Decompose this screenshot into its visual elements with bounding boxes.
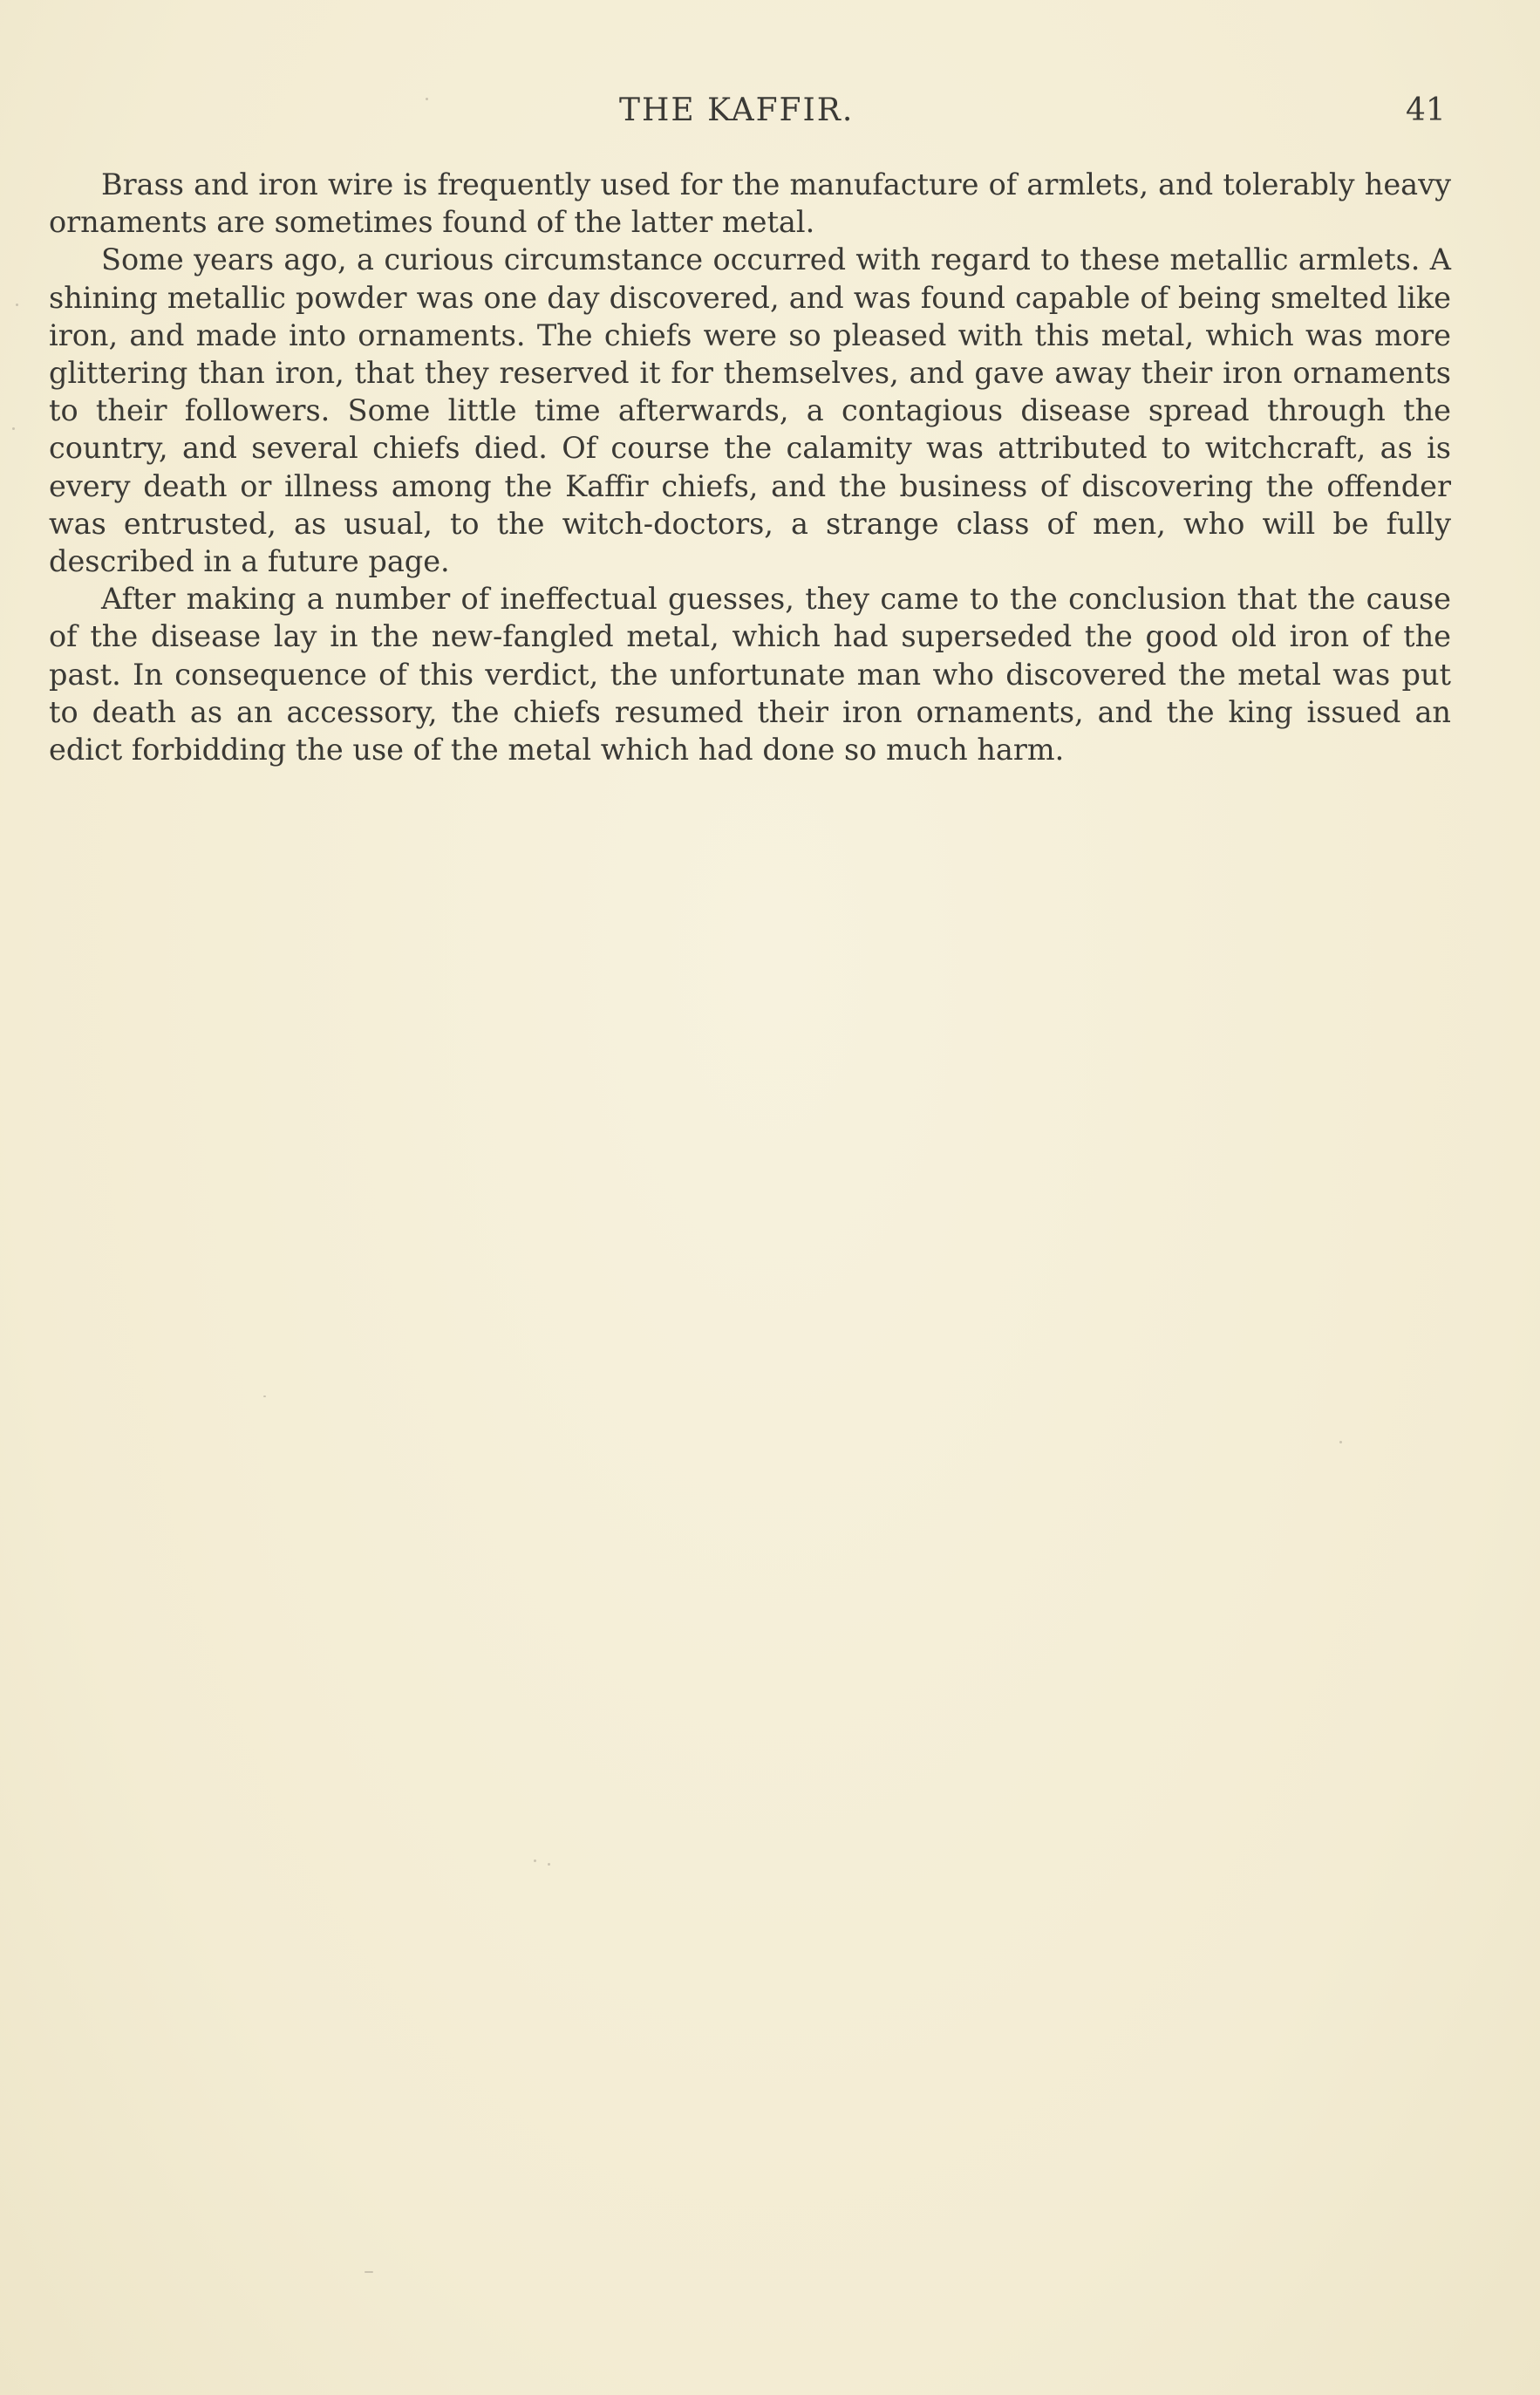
paper-speck (534, 1859, 536, 1862)
paper-speck (16, 304, 18, 306)
paper-speck (548, 1863, 550, 1866)
body-text (49, 166, 1451, 768)
page-number: 41 (1406, 92, 1446, 128)
running-title: THE KAFFIR. (619, 92, 855, 128)
paragraph-1: Brass and iron wire is frequently used for the manufacture of armlets, and tolerably heavy ornaments are sometimes found of the latter metal. (49, 167, 1451, 240)
paragraph-2: Some years ago, a curious circumstance occurred with regard to these metallic armlets. A shining metallic powder was one day discovered, and was found capable of being smelted like iron, and made into ornaments. The chiefs were so pleased with this metal, which was more glittering than iron, that they reserved it for themselves, and gave away their iron ornaments to their followers. Some little time afterwards, a contagious disease spread through the country, and several chiefs died. Of course the calamity was attributed to witchcraft, as is every death or illness among the Kaffir chiefs, and the business of discovering the offender was entrusted, as usual, to the witch-doctors, a strange class of men, who will be fully described in a future page. (49, 242, 1451, 579)
paper-speck (426, 98, 428, 100)
paper-speck (365, 2271, 373, 2273)
running-head (0, 87, 1540, 140)
paragraph-3: After making a number of ineffectual guesses, they came to the conclusion that the cause of the disease lay in the new-fangled metal, which had superseded the good old iron of the past. In consequence of this verdict, the unfortunate man who discovered the metal was put to death as an accessory, the chiefs resumed their iron ornaments, and the king issued an edict forbidding the use of the metal which had done so much harm. (49, 582, 1451, 768)
paper-speck (263, 1395, 266, 1397)
paper-speck (12, 427, 15, 430)
paper-speck (1339, 1441, 1342, 1443)
